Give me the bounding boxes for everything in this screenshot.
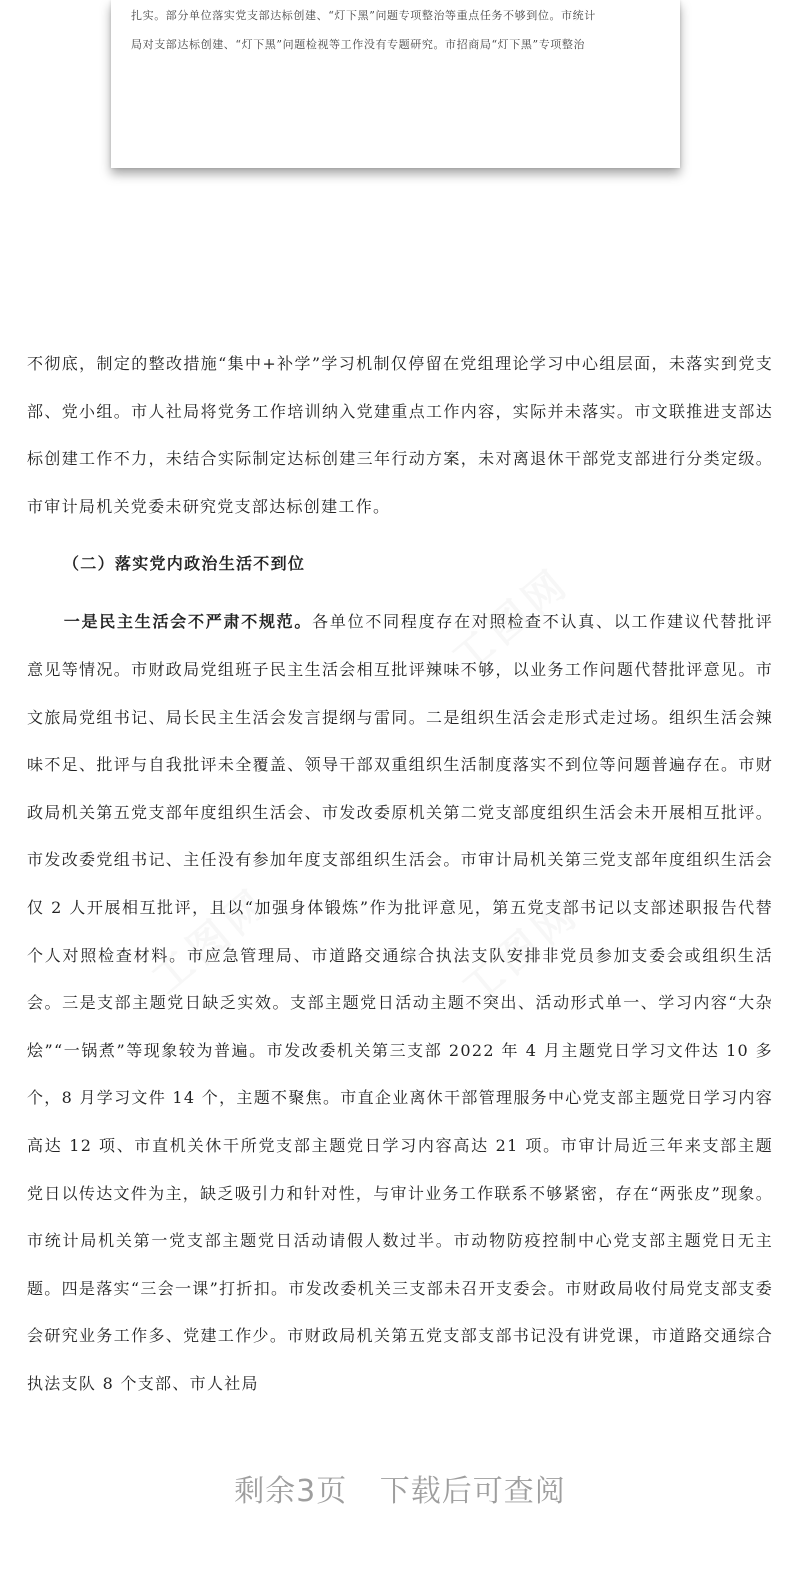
download-notice[interactable]: 剩余3页 下载后可查阅 [234,1474,566,1509]
watermark: 工图网 [453,889,589,1014]
previous-page-preview [111,0,680,168]
body-paragraph: 不彻底，制定的整改措施“集中+补学”学习机制仅停留在党组理论学习中心组层面，未落实到党支部、党小组。市人社局将党务工作培训纳入党建重点工作内容，实际并未落实。市文联推进支部达标创建工作不力，未结合实际制定达标创建三年行动方案，未对离退休干部党支部进行分类定级。市审计局机关党委未研究党支部达标创建工作。 [27,354,773,516]
watermark: 工图网 [143,879,279,1004]
preview-text-line: 扎实。部分单位落实党支部达标创建、“灯下黑”问题专项整治等重点任务不够到位。市统计 [131,9,596,22]
body-paragraph [27,598,773,1407]
paragraph-lead: 一是民主生活会不严肃不规范。 [63,612,313,632]
watermark: 工图网 [443,559,579,684]
preview-text-line: 局对支部达标创建、“灯下黑”问题检视等工作没有专题研究。市招商局“灯下黑”专项整治 [131,38,586,51]
section-heading: （二）落实党内政治生活不到位 [63,554,306,574]
paragraph-text: 各单位不同程度存在对照检查不认真、以工作建议代替批评意见等情况。市财政局党组班子民主生活会相互批评辣味不够，以业务工作问题代替批评意见。市文旅局党组书记、局长民主生活会发言提纲与雷同。二是组织生活会走形式走过场。组织生活会辣味不足、批评与自我批评未全覆盖、领导干部双重组织生活制度落实不到位等问题普遍存在。市财政局机关第五党支部年度组织生活会、市发改委原机关第二党支部度组织生活会未开展相互批评。市发改委党组书记、主任没有参加年度支部组织生活会。市审计局机关第三党支部年度组织生活会仅 2 人开展相互批评，且以“加强身体锻炼”作为批评意见，第五党支部书记以支部述职报告代替个人对照检查材料。市应急管理局、市道路交通综合执法支队安排非党员参加支委会或组织生活会。三是支部主题党日缺乏实效。支部主题党日活动主题不突出、活动形式单一、学习内容“大杂烩”“一锅煮”等现象较为普遍。市发改委机关第三支部 2022 年 4 月主题党日学习文件达 10 多个，8 月学习文件 14 个，主题不聚焦。市直企业离休干部管理服务中心党支部主题党日学习内容高达 12 项、市直机关休干所党支部主题党日学习内容高达 21 项。市审计局近三年来支部主题党日以传达文件为主，缺乏吸引力和针对性，与审计业务工作联系不够紧密，存在“两张皮”现象。市统计局机关第一党支部主题党日活动请假人数过半。市动物防疫控制中心党支部主题党日无主题。四是落实“三会一课”打折扣。市发改委机关三支部未召开支委会。市财政局收付局党支部支委会研究业务工作多、党建工作少。市财政局机关第五党支部支部书记没有讲党课，市道路交通综合执法支队 8 个支部、市人社局 [27,612,773,1393]
document-body [27,340,773,1407]
